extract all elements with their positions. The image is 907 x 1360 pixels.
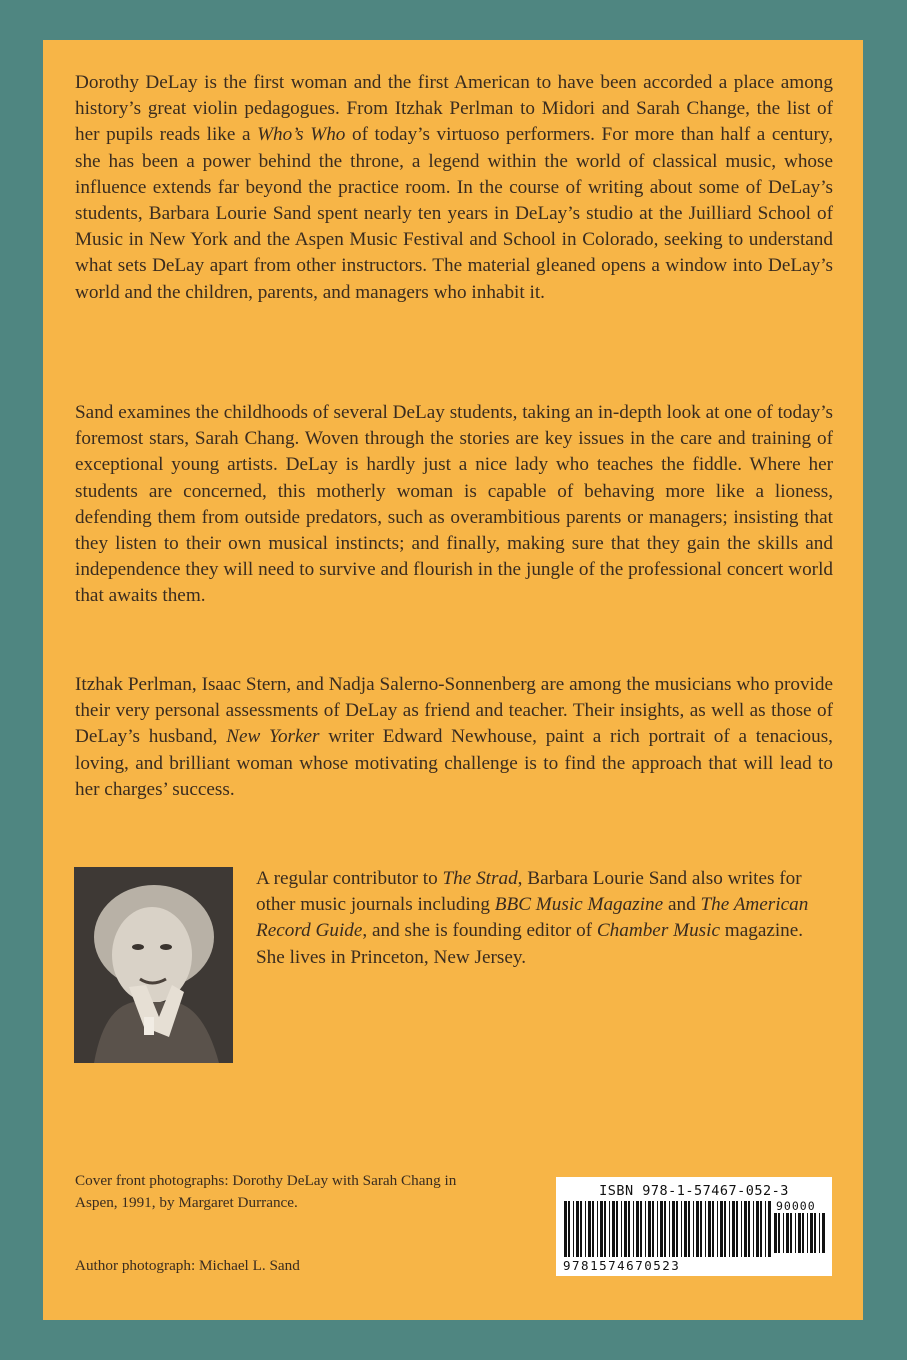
author-photo: [74, 867, 233, 1063]
barcode-stripe: [708, 1201, 711, 1257]
description-italic: Who’s Who: [257, 124, 346, 146]
barcode-stripe: [648, 1201, 651, 1257]
barcode-stripe: [676, 1201, 678, 1257]
barcode-stripe: [712, 1201, 714, 1257]
barcode-stripe: [693, 1201, 694, 1257]
barcode-stripe: [760, 1201, 762, 1257]
barcode-stripe: [588, 1201, 591, 1257]
description-paragraph-1: [75, 70, 833, 306]
bio-text: magazine. She lives in Princeton, New Jersey.: [256, 920, 804, 968]
description-text: Itzhak Perlman, Isaac Stern, and Nadja Salerno-Sonnenberg are among the musicians who provide their very personal assessments of DeLay as friend and teacher. Their insights, as well as those of DeLay’s husband,: [75, 674, 833, 748]
barcode-stripe: [732, 1201, 735, 1257]
bio-text: , and she is founding editor of: [362, 920, 597, 942]
author-photo-credit: Author photograph: Michael L. Sand: [75, 1257, 300, 1274]
barcode-stripe: [744, 1201, 747, 1257]
barcode-stripe: [790, 1213, 792, 1253]
barcode-stripe: [688, 1201, 690, 1257]
addon-digits: 90000: [776, 1199, 816, 1213]
bio-italic: The American Record Guide: [256, 894, 809, 942]
barcode-stripe: [819, 1213, 820, 1253]
barcode-stripe: [717, 1201, 718, 1257]
barcode-stripe: [628, 1201, 630, 1257]
barcode-stripe: [612, 1201, 615, 1257]
barcode-stripe: [795, 1213, 796, 1253]
description-text: of today’s virtuoso performers. For more than half a century, she has been a power behind the throne, a legend within the world of classical music, whose influence extends far beyond the practice room. In the course of writing about some of DeLay’s students, Barbara Lourie Sand spent nearly ten years in DeLay’s studio at the Juilliard School of Music in New York and the Aspen Music Festival and School in Colorado, seeking to understand what sets DeLay apart from other instructors. The material gleaned opens a window into DeLay’s world and the children, parents, and managers who inhabit it.: [75, 124, 833, 303]
isbn-barcode: [556, 1177, 832, 1276]
barcode-stripe: [616, 1201, 618, 1257]
barcode-stripe: [592, 1201, 594, 1257]
bio-text: , Barbara Lourie Sand also writes for other music journals including: [256, 868, 802, 916]
barcode-stripe: [720, 1201, 723, 1257]
barcode-stripe: [748, 1201, 750, 1257]
barcode-stripe: [729, 1201, 730, 1257]
barcode-stripe: [585, 1201, 586, 1257]
barcode-stripe: [810, 1213, 813, 1253]
barcode-stripe: [822, 1213, 825, 1253]
description-paragraph-2: Sand examines the childhoods of several DeLay students, taking an in-depth look at one of today’s foremost stars, Sarah Chang. Woven through the stories are key issues in the care and training of exceptional young artists. DeLay is hardly just a nice lady who teaches the fiddle. Where her students are concerned, this motherly woman is capable of behaving more like a lioness, defending them from outside predators, such as overambitious parents or managers; insisting that they listen to their own musical instincts; and finally, making sure that they gain the skills and independence they will need to survive and flourish in the jungle of the professional concert world that awaits them.: [75, 402, 833, 607]
description-text: writer Edward Newhouse, paint a rich portrait of a tenacious, loving, and brilliant woman whose motivating challenge is to find the approach that will lead to her charges’ success.: [75, 726, 833, 800]
bio-italic: The Strad: [442, 868, 518, 889]
barcode-stripe: [765, 1201, 766, 1257]
barcode-stripe: [807, 1213, 808, 1253]
barcode-stripe: [786, 1213, 789, 1253]
description-italic: New Yorker: [226, 726, 320, 748]
barcode-stripe: [624, 1201, 627, 1257]
barcode-stripe: [768, 1201, 771, 1257]
barcode-stripe: [672, 1201, 675, 1257]
barcode-stripe: [814, 1213, 816, 1253]
author-bio: [256, 866, 836, 971]
barcode-stripe: [652, 1201, 654, 1257]
barcode-stripe: [657, 1201, 658, 1257]
barcode-stripe: [636, 1201, 639, 1257]
addon-bars: [774, 1213, 826, 1271]
isbn-label: ISBN 978-1-57467-052-3: [599, 1183, 789, 1199]
barcode-stripe: [645, 1201, 646, 1257]
barcode-stripe: [573, 1201, 574, 1257]
barcode-stripe: [597, 1201, 598, 1257]
barcode-stripe: [640, 1201, 642, 1257]
barcode-stripe: [741, 1201, 742, 1257]
barcode-stripe: [564, 1201, 567, 1257]
barcode-stripe: [724, 1201, 726, 1257]
barcode-stripe: [783, 1213, 784, 1253]
barcode-stripe: [633, 1201, 634, 1257]
barcode-stripe: [753, 1201, 754, 1257]
barcode-stripe: [802, 1213, 804, 1253]
barcode-stripe: [756, 1201, 759, 1257]
barcode-stripe: [778, 1213, 780, 1253]
barcode-stripe: [684, 1201, 687, 1257]
barcode-stripe: [669, 1201, 670, 1257]
barcode-stripe: [580, 1201, 582, 1257]
back-cover-panel: [43, 40, 863, 1320]
barcode-stripe: [798, 1213, 801, 1253]
barcode-stripe: [774, 1213, 777, 1253]
bio-text: A regular contributor to: [256, 868, 443, 889]
barcode-stripe: [664, 1201, 666, 1257]
description-paragraph-3: [75, 672, 833, 803]
barcode-stripe: [604, 1201, 606, 1257]
cover-photo-credit: Cover front photographs: Dorothy DeLay with Sarah Chang in Aspen, 1991, by Margaret Durrance.: [75, 1172, 457, 1211]
barcode-stripe: [696, 1201, 699, 1257]
barcode-stripe: [705, 1201, 706, 1257]
barcode-stripe: [700, 1201, 702, 1257]
barcode-stripe: [568, 1201, 570, 1257]
bio-text: and: [663, 894, 701, 916]
description-text: Dorothy DeLay is the first woman and the first American to have been accorded a place among history’s great violin pedagogues. From Itzhak Perlman to Midori and Sarah Change, the list of her pupils reads like a: [75, 72, 833, 146]
bio-italic: BBC Music Magazine: [494, 894, 664, 916]
barcode-stripe: [621, 1201, 622, 1257]
barcode-stripe: [576, 1201, 579, 1257]
barcode-stripe: [736, 1201, 738, 1257]
barcode-stripe: [609, 1201, 610, 1257]
ean-digits: 9781574670523: [563, 1258, 681, 1273]
barcode-stripe: [600, 1201, 603, 1257]
barcode-stripe: [660, 1201, 663, 1257]
bio-italic: Chamber Music: [596, 920, 720, 942]
barcode-bars: [564, 1201, 774, 1259]
barcode-stripe: [681, 1201, 682, 1257]
